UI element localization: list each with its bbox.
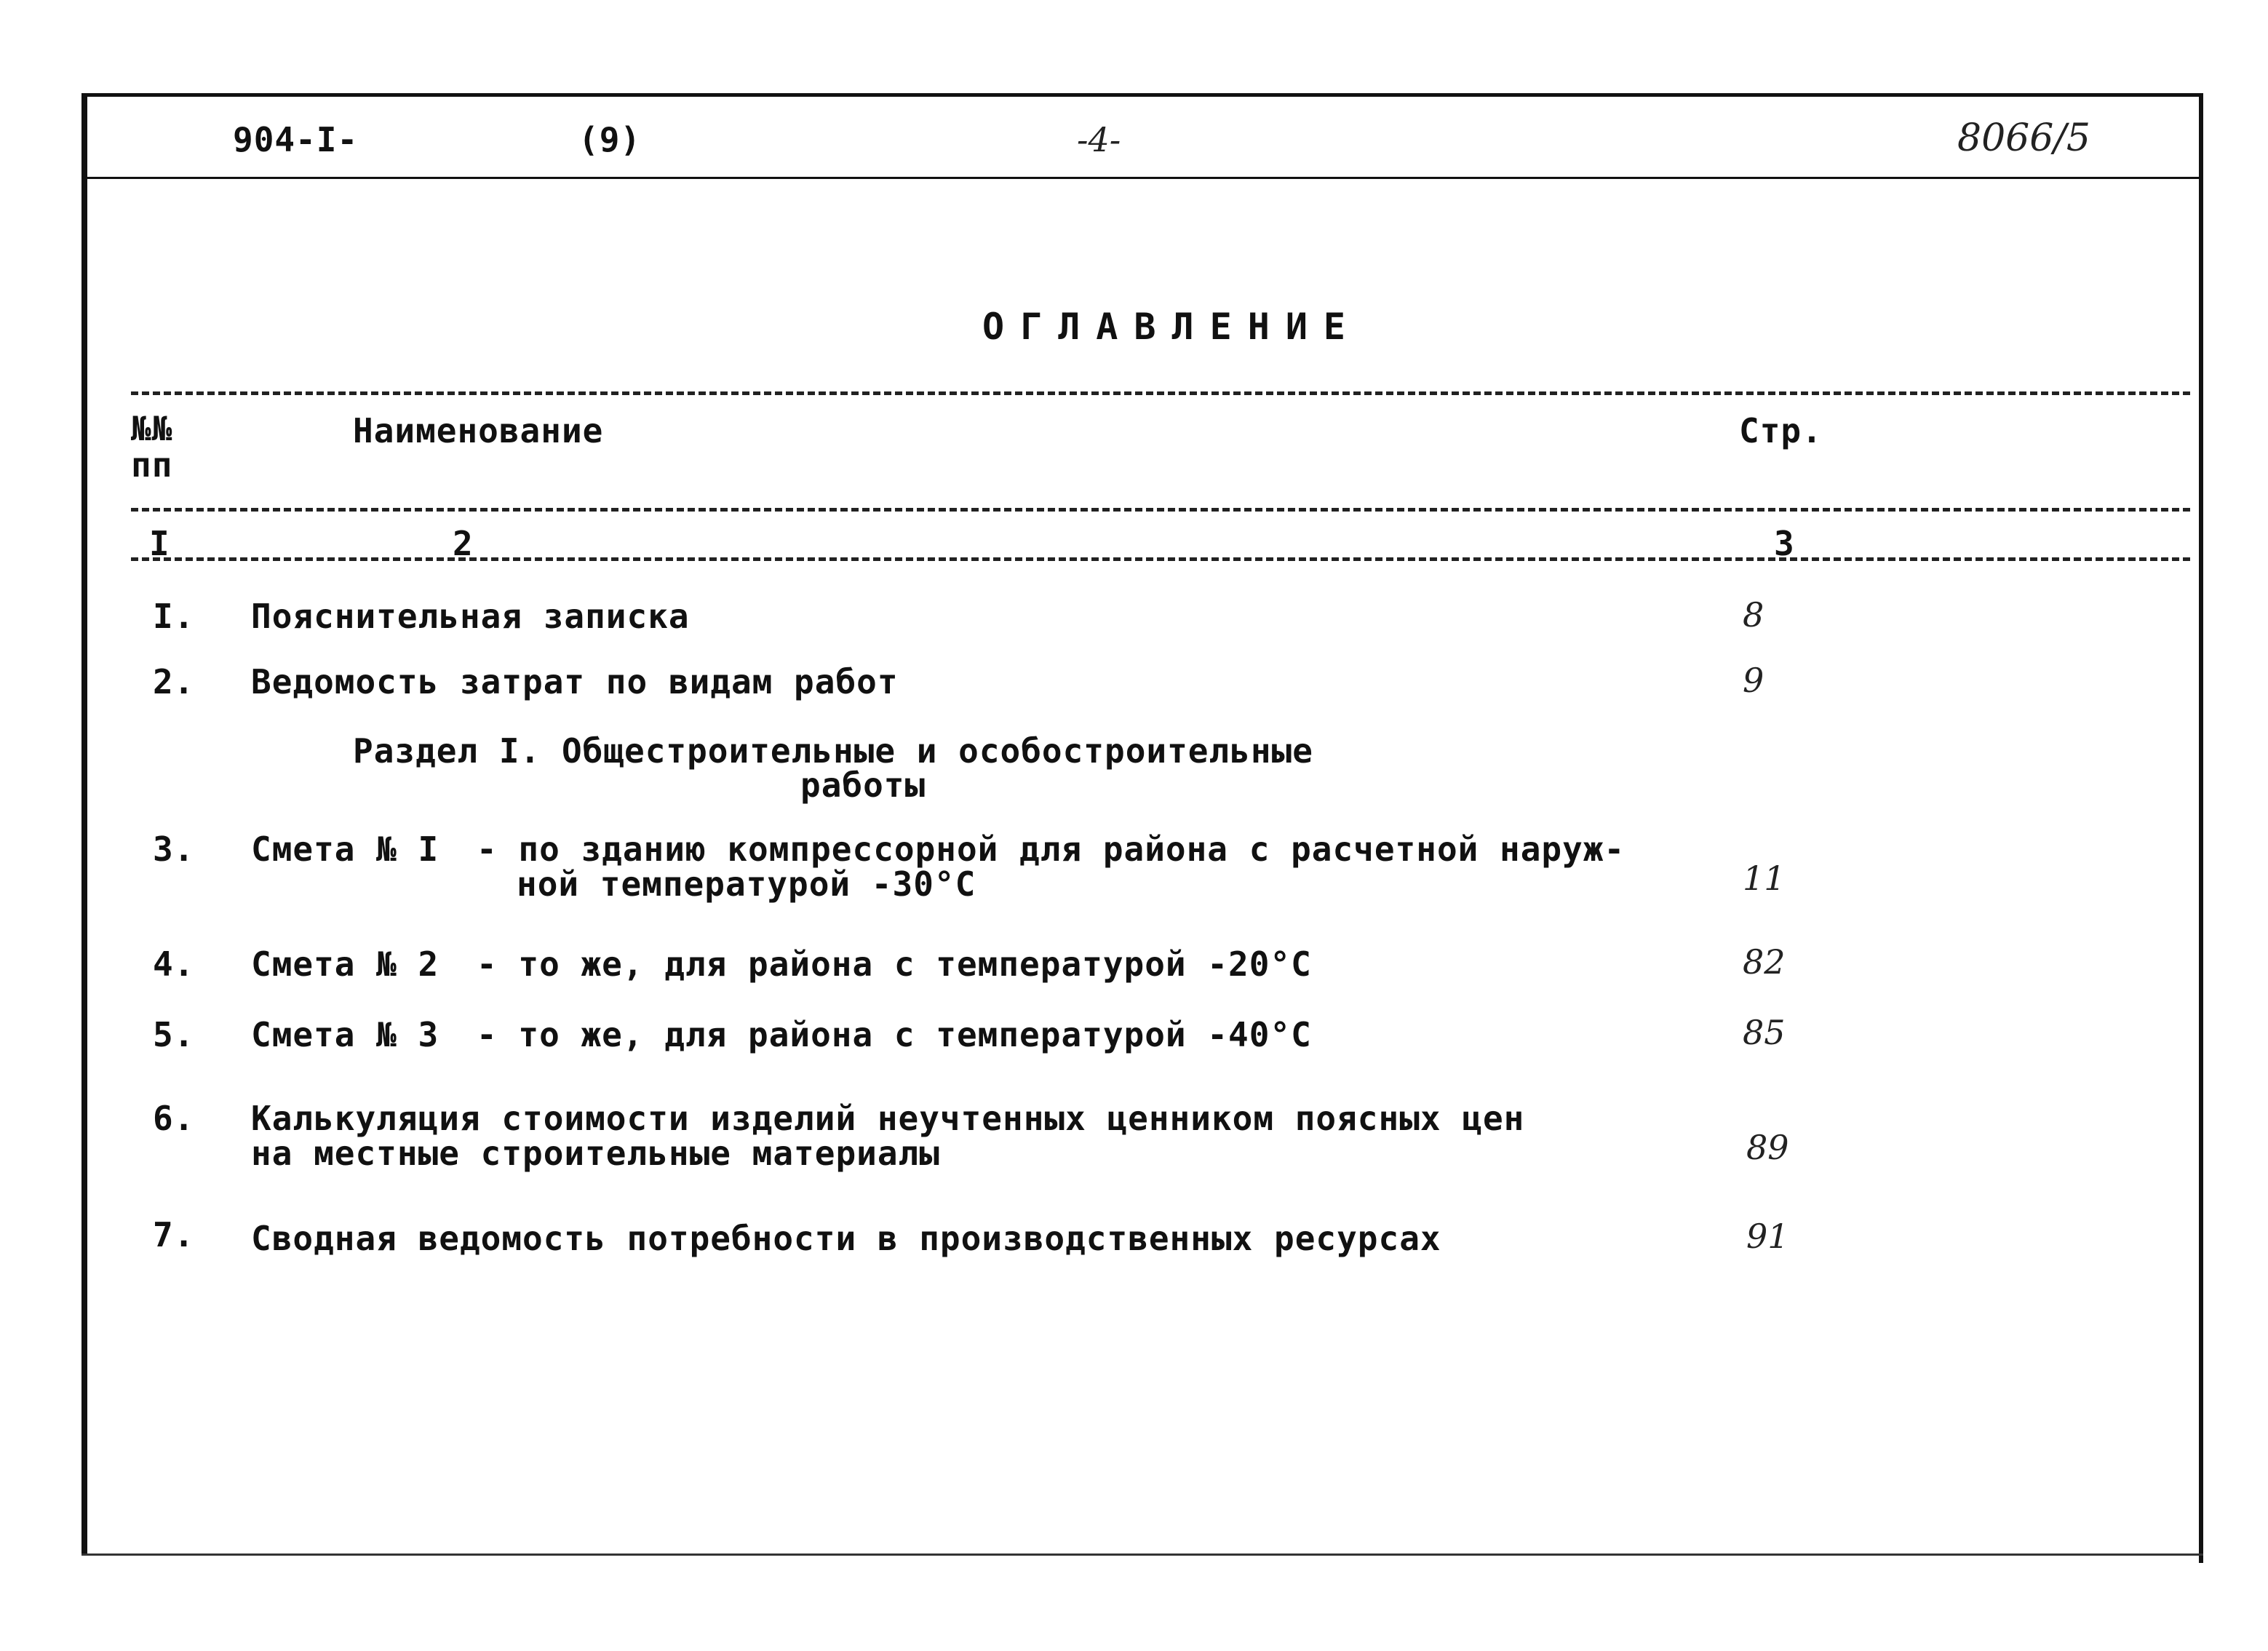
column-number-header-2: пп <box>131 445 173 485</box>
header-divider <box>81 177 2203 179</box>
row-3-label: Смета № I <box>251 830 439 869</box>
column-number-header: №№ <box>131 409 173 448</box>
column-name-header: Наименование <box>353 411 604 450</box>
section-heading-line-1: Раздел I. Общестроительные и особостроительные <box>353 731 1313 771</box>
column-index-3: 3 <box>1774 524 1795 563</box>
doc-code: 904-I- <box>233 120 359 159</box>
row-5-page: 85 <box>1743 1013 1786 1052</box>
frame-right-border <box>2199 93 2203 1563</box>
row-4-label: Смета № 2 <box>251 944 439 984</box>
handwritten-reference: 8066/5 <box>1957 116 2090 160</box>
column-index-2: 2 <box>453 524 474 563</box>
document-title: ОГЛАВЛЕНИЕ <box>982 306 1362 348</box>
row-5-text: - то же, для района с температурой -40°С <box>477 1015 1312 1054</box>
row-2-number: 2. <box>153 662 195 701</box>
row-3-text-line-2: ной температурой -30°С <box>517 864 976 904</box>
page-number: -4- <box>1077 120 1121 159</box>
table-header-rule <box>131 508 2190 512</box>
row-3-page: 11 <box>1743 859 1786 898</box>
row-2-text: Ведомость затрат по видам работ <box>251 662 899 701</box>
table-index-rule <box>131 557 2190 561</box>
row-6-text-line-1: Калькуляция стоимости изделий неучтенных ценником поясных цен <box>251 1099 1525 1138</box>
table-top-rule <box>131 391 2190 395</box>
column-index-1: I <box>149 524 170 563</box>
frame-top-border <box>81 93 2203 97</box>
row-7-page: 91 <box>1746 1217 1789 1256</box>
row-7-number: 7. <box>153 1215 195 1254</box>
row-7-text: Сводная ведомость потребности в производственных ресурсах <box>251 1219 1441 1258</box>
row-5-number: 5. <box>153 1015 195 1054</box>
row-3-number: 3. <box>153 830 195 869</box>
row-1-text: Пояснительная записка <box>251 597 690 636</box>
frame-left-border <box>81 93 87 1556</box>
frame-bottom-border <box>81 1553 2203 1556</box>
row-2-page: 9 <box>1743 661 1764 700</box>
row-6-text-line-2: на местные строительные материалы <box>251 1134 940 1173</box>
row-4-number: 4. <box>153 944 195 984</box>
doc-number: (9) <box>578 120 642 159</box>
row-3-text-line-1: - по зданию компрессорной для района с расчетной наруж- <box>477 830 1626 869</box>
row-4-page: 82 <box>1743 942 1786 982</box>
row-1-number: I. <box>153 597 195 636</box>
row-6-page: 89 <box>1746 1128 1789 1167</box>
row-4-text: - то же, для района с температурой -20°С <box>477 944 1312 984</box>
row-1-page: 8 <box>1743 595 1764 634</box>
section-heading-line-2: работы <box>800 765 926 805</box>
row-6-number: 6. <box>153 1099 195 1138</box>
column-page-header: Стр. <box>1739 411 1823 450</box>
row-5-label: Смета № 3 <box>251 1015 439 1054</box>
